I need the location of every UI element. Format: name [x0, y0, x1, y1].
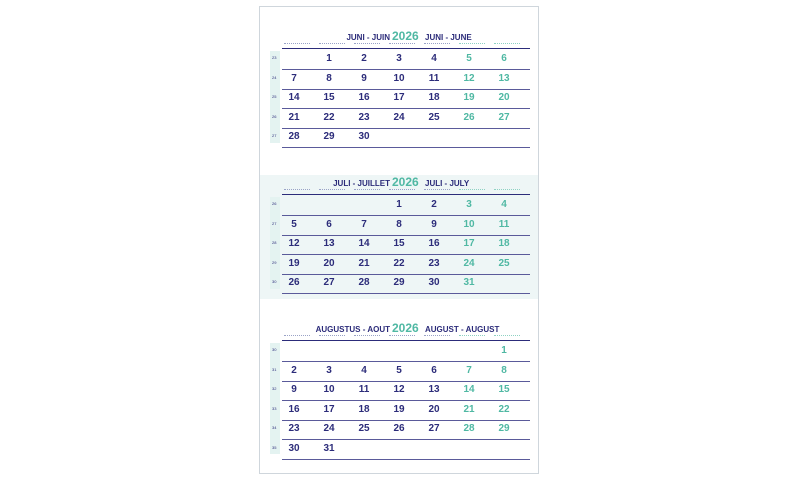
day-number: 14 — [288, 92, 300, 103]
day-number: 7 — [291, 72, 297, 84]
day-number: 28 — [463, 423, 475, 434]
weekday-header-mark — [459, 43, 485, 46]
day-number: 16 — [428, 238, 440, 249]
day-number: 24 — [323, 423, 335, 434]
wall-calendar-sheet — [259, 6, 539, 474]
weekday-header-dots — [282, 189, 530, 192]
day-number: 6 — [501, 53, 507, 64]
day-number: 12 — [288, 238, 300, 249]
day-row-rule — [282, 293, 530, 294]
week-number-strip — [270, 343, 280, 454]
day-number: 3 — [326, 364, 332, 376]
day-number: 26 — [463, 111, 475, 123]
day-number: 20 — [323, 257, 335, 269]
day-number: 16 — [288, 403, 300, 415]
header-rule — [282, 340, 530, 341]
day-number: 17 — [463, 238, 475, 249]
day-number: 10 — [323, 384, 335, 395]
day-row-rule — [282, 147, 530, 148]
day-number: 17 — [393, 92, 405, 103]
day-number: 18 — [428, 92, 440, 103]
month-block — [260, 321, 539, 464]
day-number: 1 — [501, 345, 507, 356]
day-row-rule — [282, 128, 530, 129]
day-number: 22 — [393, 257, 405, 269]
day-number: 27 — [323, 277, 335, 288]
day-number: 5 — [466, 53, 472, 64]
week-number: 30 — [272, 279, 277, 284]
day-number: 29 — [323, 131, 335, 142]
day-number: 2 — [361, 53, 367, 64]
week-number: 26 — [272, 113, 277, 119]
month-name-right: JULI - JULY — [425, 179, 470, 188]
day-number: 24 — [463, 257, 475, 269]
month-block — [260, 175, 539, 299]
week-number: 29 — [272, 259, 277, 265]
month-name-left: JUNI - JUIN — [346, 33, 390, 42]
day-number: 9 — [291, 384, 297, 395]
day-number: 6 — [326, 218, 332, 230]
day-number: 22 — [323, 111, 335, 123]
day-number: 11 — [498, 218, 510, 230]
day-number: 27 — [428, 423, 440, 434]
week-number: 31 — [272, 366, 277, 372]
day-row-rule — [282, 108, 530, 109]
day-number: 8 — [501, 364, 507, 376]
month-year: 2026 — [392, 29, 419, 43]
weekday-header-dots — [282, 335, 530, 338]
weekday-header-mark — [459, 189, 485, 192]
day-number: 29 — [498, 423, 510, 434]
weekday-header-dots — [282, 43, 530, 46]
weekday-header-mark — [354, 335, 380, 338]
day-number: 9 — [361, 72, 367, 84]
day-number: 3 — [396, 53, 402, 64]
weekday-header-mark — [494, 43, 520, 46]
day-number: 19 — [288, 257, 300, 269]
weekday-header-mark — [354, 189, 380, 192]
weekday-header-mark — [354, 43, 380, 46]
day-number: 13 — [323, 238, 335, 249]
day-number: 28 — [288, 131, 300, 142]
weekday-header-mark — [389, 43, 415, 46]
day-number: 21 — [358, 257, 370, 269]
day-number: 13 — [498, 72, 510, 84]
day-number: 10 — [463, 218, 475, 230]
day-number: 12 — [463, 72, 475, 84]
day-number: 4 — [431, 53, 437, 64]
day-number: 17 — [323, 403, 335, 415]
month-year: 2026 — [392, 175, 419, 189]
week-number: 27 — [272, 220, 277, 226]
week-number: 23 — [272, 55, 277, 60]
day-row-rule — [282, 459, 530, 460]
day-number: 8 — [396, 218, 402, 230]
week-number: 35 — [272, 444, 277, 450]
weekday-header-mark — [424, 43, 450, 46]
day-number: 13 — [428, 384, 440, 395]
day-number: 26 — [288, 277, 300, 288]
day-number: 30 — [428, 277, 440, 288]
day-number: 15 — [393, 238, 405, 249]
week-number: 28 — [272, 240, 277, 245]
day-number: 18 — [358, 403, 370, 415]
day-number: 5 — [396, 364, 402, 376]
day-number: 23 — [288, 423, 300, 434]
weekday-header-mark — [459, 335, 485, 338]
day-number: 6 — [431, 364, 437, 376]
day-number: 31 — [463, 277, 475, 288]
day-number: 3 — [466, 199, 472, 210]
day-number: 26 — [393, 423, 405, 434]
day-number: 23 — [358, 111, 370, 123]
month-name-left: AUGUSTUS - AOUT — [315, 325, 390, 334]
weekday-header-mark — [284, 43, 310, 46]
day-number: 5 — [291, 218, 297, 230]
month-name-right: AUGUST - AUGUST — [425, 325, 500, 334]
month-name-left: JULI - JUILLET — [333, 179, 390, 188]
weekday-header-mark — [319, 43, 345, 46]
day-row-rule — [282, 254, 530, 255]
week-number: 30 — [272, 347, 277, 352]
day-number: 14 — [463, 384, 475, 395]
month-block — [260, 29, 539, 153]
day-number: 27 — [498, 111, 510, 123]
week-number: 24 — [272, 74, 277, 80]
day-number: 10 — [393, 72, 405, 84]
week-number: 33 — [272, 405, 277, 411]
day-number: 1 — [326, 53, 332, 64]
day-number: 4 — [361, 364, 367, 376]
weekday-header-mark — [389, 189, 415, 192]
week-number: 27 — [272, 133, 277, 138]
weekday-header-mark — [494, 335, 520, 338]
day-row-rule — [282, 215, 530, 216]
day-number: 28 — [358, 277, 370, 288]
day-number: 24 — [393, 111, 405, 123]
day-number: 15 — [323, 92, 335, 103]
day-number: 8 — [326, 72, 332, 84]
day-row-rule — [282, 420, 530, 421]
day-number: 30 — [288, 442, 300, 454]
month-name-right: JUNI - JUNE — [425, 33, 472, 42]
header-rule — [282, 194, 530, 195]
day-number: 29 — [393, 277, 405, 288]
day-number: 11 — [428, 72, 440, 84]
day-number: 30 — [358, 131, 370, 142]
weekday-header-mark — [319, 335, 345, 338]
day-number: 7 — [466, 364, 472, 376]
week-number: 25 — [272, 94, 277, 99]
day-number: 22 — [498, 403, 510, 415]
weekday-header-mark — [284, 335, 310, 338]
day-number: 7 — [361, 218, 367, 230]
weekday-header-mark — [284, 189, 310, 192]
day-number: 9 — [431, 218, 437, 230]
week-number: 32 — [272, 386, 277, 391]
day-row-rule — [282, 69, 530, 70]
day-row-rule — [282, 439, 530, 440]
day-number: 21 — [288, 111, 300, 123]
day-number: 2 — [291, 364, 297, 376]
day-number: 20 — [498, 92, 510, 103]
weekday-header-mark — [424, 335, 450, 338]
day-number: 11 — [358, 384, 370, 395]
day-row-rule — [282, 274, 530, 275]
day-number: 19 — [463, 92, 475, 103]
weekday-header-mark — [424, 189, 450, 192]
weekday-header-mark — [494, 189, 520, 192]
day-number: 1 — [396, 199, 402, 210]
day-number: 18 — [498, 238, 510, 249]
day-row-rule — [282, 381, 530, 382]
day-number: 4 — [501, 199, 507, 210]
day-row-rule — [282, 235, 530, 236]
day-number: 25 — [498, 257, 510, 269]
day-number: 15 — [498, 384, 510, 395]
week-number: 34 — [272, 425, 277, 430]
day-number: 23 — [428, 257, 440, 269]
day-row-rule — [282, 89, 530, 90]
month-year: 2026 — [392, 321, 419, 335]
weekday-header-mark — [389, 335, 415, 338]
day-number: 21 — [463, 403, 475, 415]
header-rule — [282, 48, 530, 49]
day-row-rule — [282, 361, 530, 362]
day-number: 14 — [358, 238, 370, 249]
day-number: 31 — [323, 442, 335, 454]
day-number: 25 — [428, 111, 440, 123]
day-number: 12 — [393, 384, 405, 395]
weekday-header-mark — [319, 189, 345, 192]
day-number: 25 — [358, 423, 370, 434]
day-number: 2 — [431, 199, 437, 210]
week-number: 26 — [272, 201, 277, 206]
day-number: 19 — [393, 403, 405, 415]
day-row-rule — [282, 400, 530, 401]
day-number: 16 — [358, 92, 370, 103]
day-number: 20 — [428, 403, 440, 415]
